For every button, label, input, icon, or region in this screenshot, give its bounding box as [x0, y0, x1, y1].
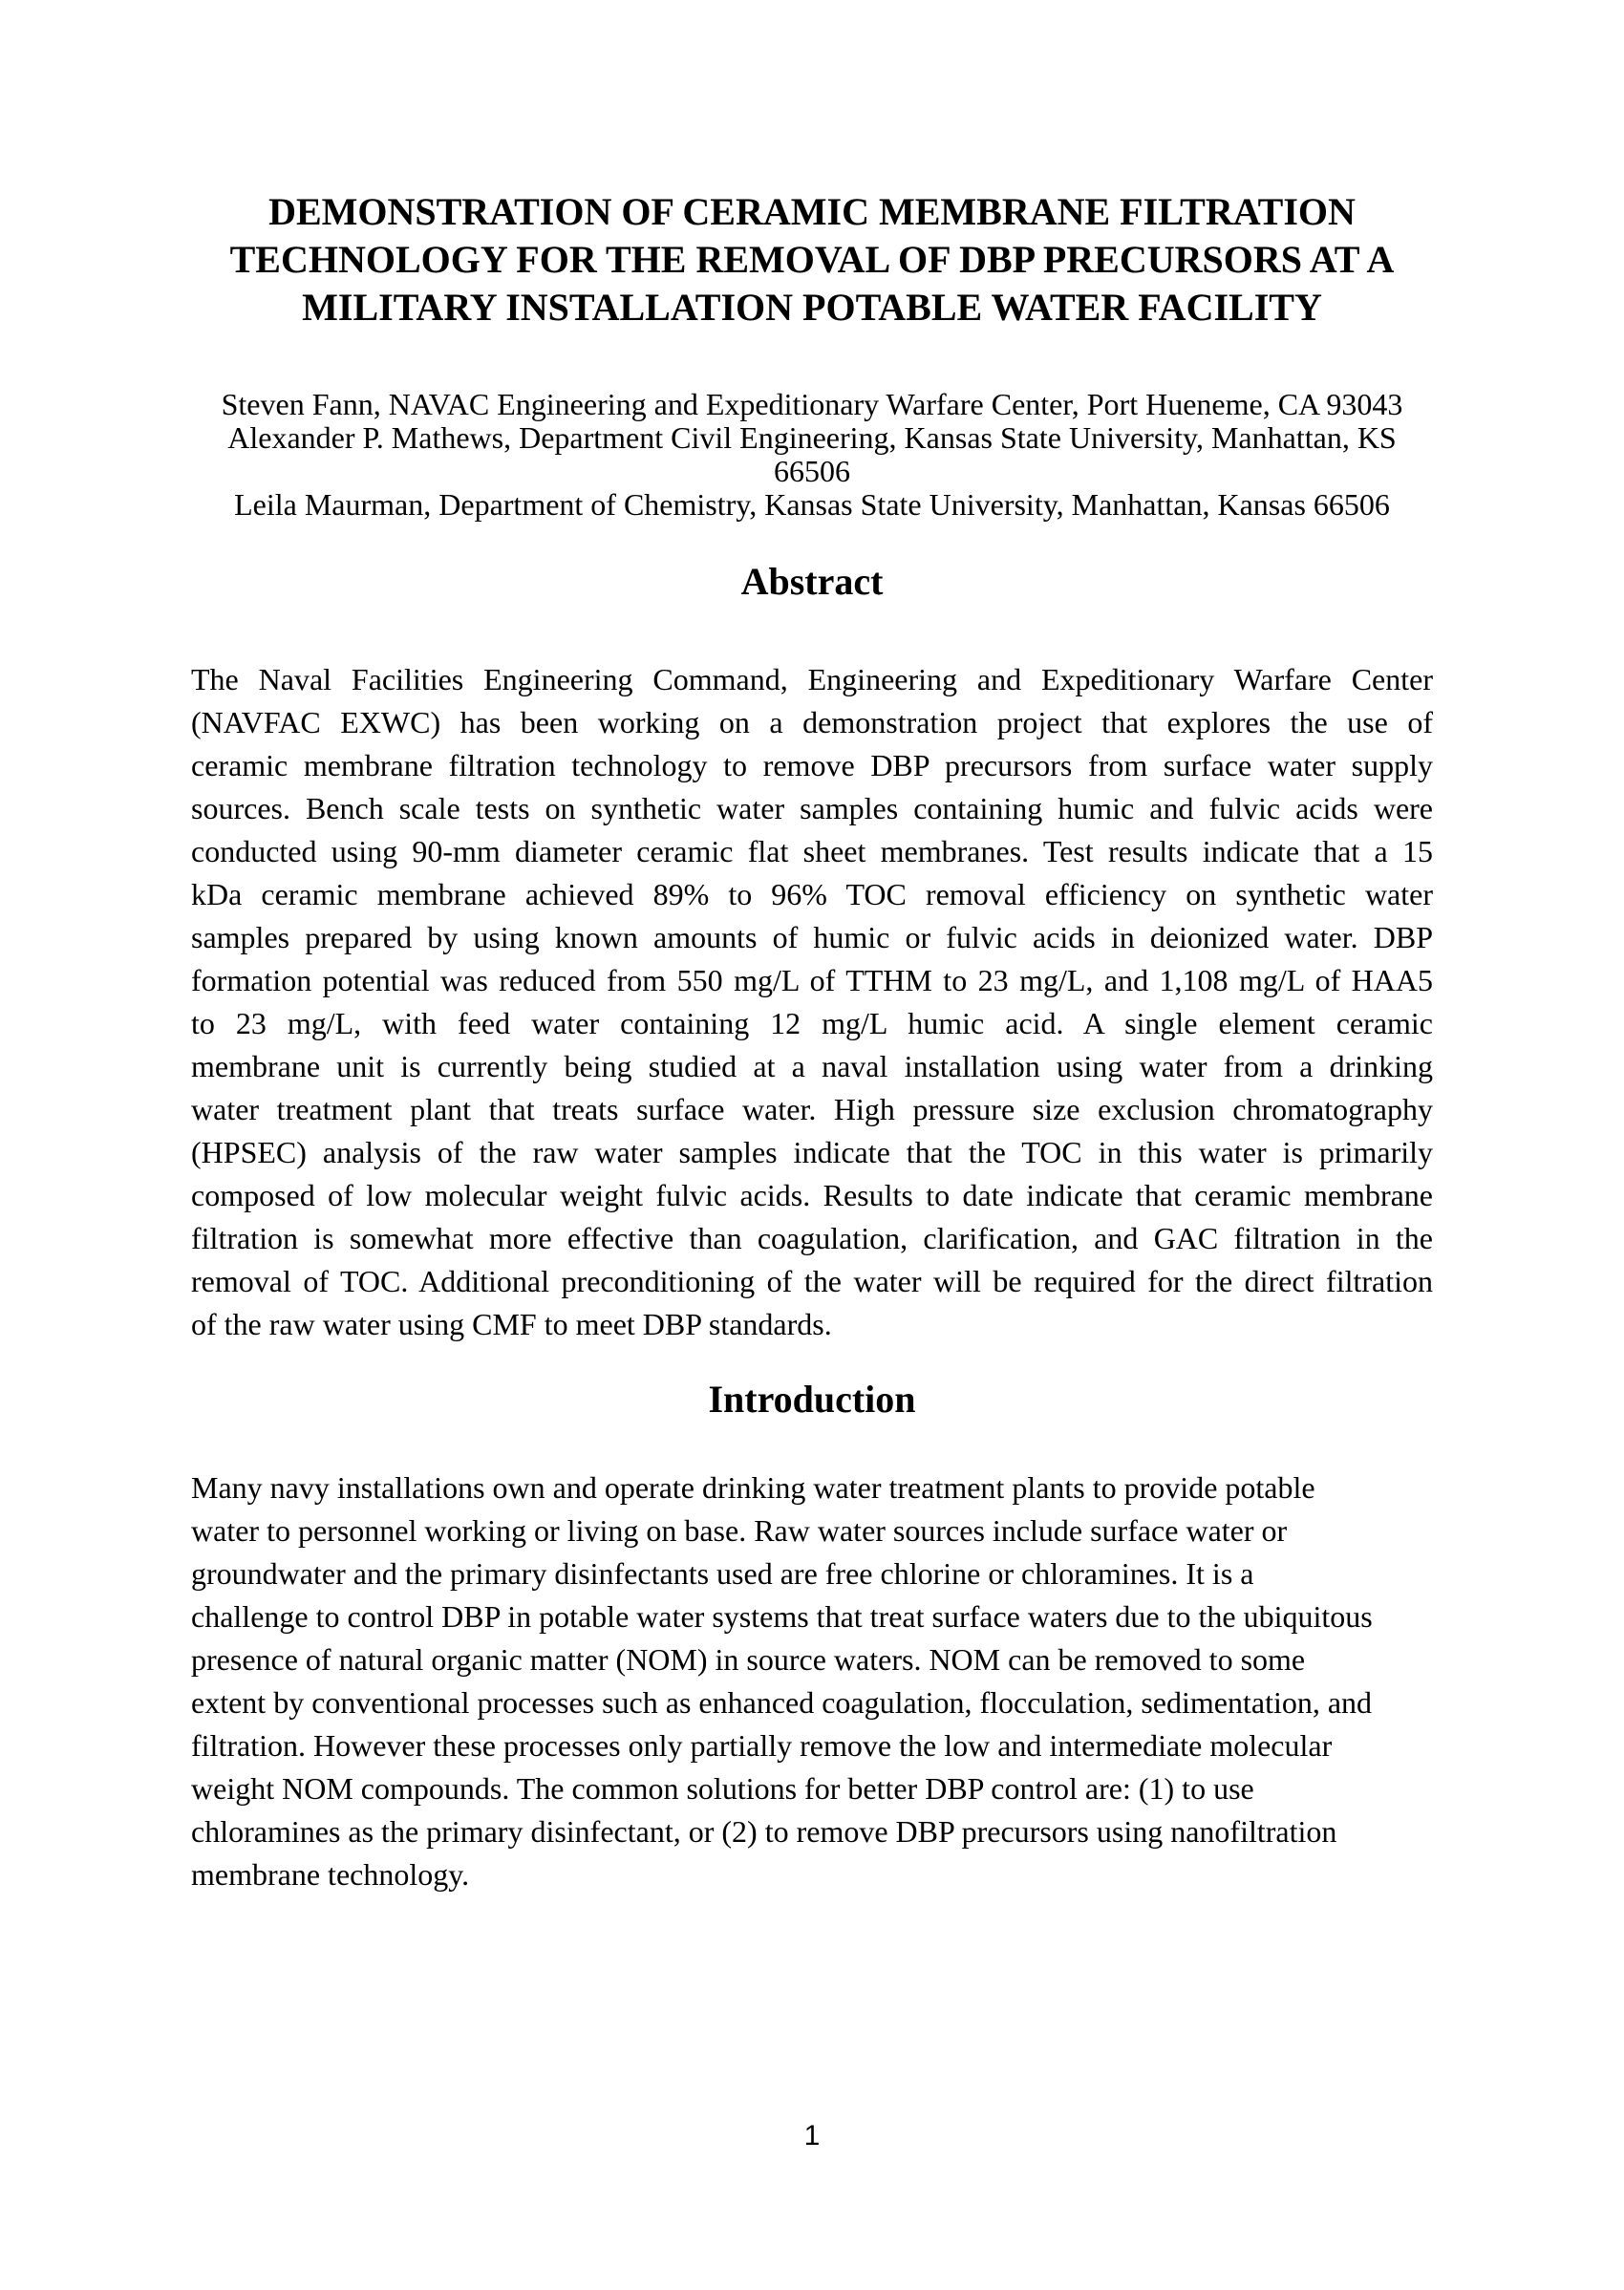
text-line: conducted using 90-mm diameter ceramic flat sheet membranes. Test results indicate that a 15	[191, 834, 1433, 868]
text-line: sources. Bench scale tests on synthetic water samples containing humic and fulvic acids were	[191, 791, 1433, 825]
document-page	[0, 188, 1624, 2290]
text-line: Steven Fann, NAVAC Engineering and Expeditionary Warfare Center, Port Hueneme, CA 93043	[221, 387, 1403, 421]
text-line: kDa ceramic membrane achieved 89% to 96% TOC removal efficiency on synthetic water	[191, 877, 1433, 911]
text-line: membrane unit is currently being studied at a naval installation using water from a drinking	[191, 1049, 1433, 1083]
text-line: filtration. However these processes only partially remove the low and intermediate molecular	[191, 1728, 1333, 1763]
text-line: formation potential was reduced from 550 mg/L of TTHM to 23 mg/L, and 1,108 mg/L of HAA5	[191, 963, 1433, 997]
text-line: Many navy installations own and operate drinking water treatment plants to provide potable	[191, 1470, 1315, 1505]
text-line: filtration is somewhat more effective than coagulation, clarification, and GAC filtration in the	[191, 1221, 1433, 1255]
text-line: water to personnel working or living on base. Raw water sources include surface water or	[191, 1513, 1288, 1548]
page-content	[191, 188, 1433, 1896]
text-line: 66506	[774, 454, 850, 488]
section-heading-abstract: Abstract	[740, 560, 884, 603]
text-line: to 23 mg/L, with feed water containing 12 mg/L humic acid. A single element ceramic	[191, 1006, 1433, 1040]
text-line: DEMONSTRATION OF CERAMIC MEMBRANE FILTRATION	[268, 190, 1356, 233]
text-line: samples prepared by using known amounts of humic or fulvic acids in deionized water. DBP	[191, 920, 1433, 954]
paper-title	[191, 188, 1433, 332]
text-line: chloramines as the primary disinfectant, or (2) to remove DBP precursors using nanofiltration	[191, 1814, 1337, 1849]
text-line: presence of natural organic matter (NOM) in source waters. NOM can be removed to some	[191, 1642, 1306, 1677]
author-block	[191, 388, 1433, 522]
text-line: (HPSEC) analysis of the raw water samples indicate that the TOC in this water is primarily	[191, 1135, 1433, 1169]
text-line: water treatment plant that treats surface water. High pressure size exclusion chromatography	[191, 1092, 1433, 1126]
text-line: groundwater and the primary disinfectants used are free chlorine or chloramines. It is a	[191, 1556, 1254, 1591]
text-line: extent by conventional processes such as enhanced coagulation, flocculation, sedimentation, and	[191, 1685, 1373, 1720]
section-heading-introduction: Introduction	[708, 1378, 916, 1421]
text-line: Alexander P. Mathews, Department Civil Engineering, Kansas State University, Manhattan, KS	[227, 420, 1397, 455]
text-line: Leila Maurman, Department of Chemistry, Kansas State University, Manhattan, Kansas 66506	[234, 487, 1390, 522]
page-number: 1	[803, 2120, 821, 2151]
text-line: of the raw water using CMF to meet DBP standards.	[191, 1307, 832, 1341]
abstract-paragraph	[191, 658, 1433, 1346]
text-line: challenge to control DBP in potable water systems that treat surface waters due to the ubiquitous	[191, 1599, 1373, 1634]
introduction-paragraph	[191, 1466, 1433, 1896]
text-line: ceramic membrane filtration technology to remove DBP precursors from surface water supply	[191, 748, 1433, 782]
text-line: composed of low molecular weight fulvic acids. Results to date indicate that ceramic membrane	[191, 1178, 1433, 1212]
text-line: removal of TOC. Additional preconditioning of the water will be required for the direct filtration	[191, 1264, 1433, 1298]
text-line: MILITARY INSTALLATION POTABLE WATER FACILITY	[302, 286, 1322, 329]
text-line: membrane technology.	[191, 1857, 470, 1892]
text-line: weight NOM compounds. The common solutions for better DBP control are: (1) to use	[191, 1771, 1254, 1806]
text-line: TECHNOLOGY FOR THE REMOVAL OF DBP PRECURSORS AT A	[229, 238, 1395, 281]
text-line: The Naval Facilities Engineering Command, Engineering and Expeditionary Warfare Center	[191, 662, 1433, 696]
text-line: (NAVFAC EXWC) has been working on a demonstration project that explores the use of	[191, 705, 1433, 739]
